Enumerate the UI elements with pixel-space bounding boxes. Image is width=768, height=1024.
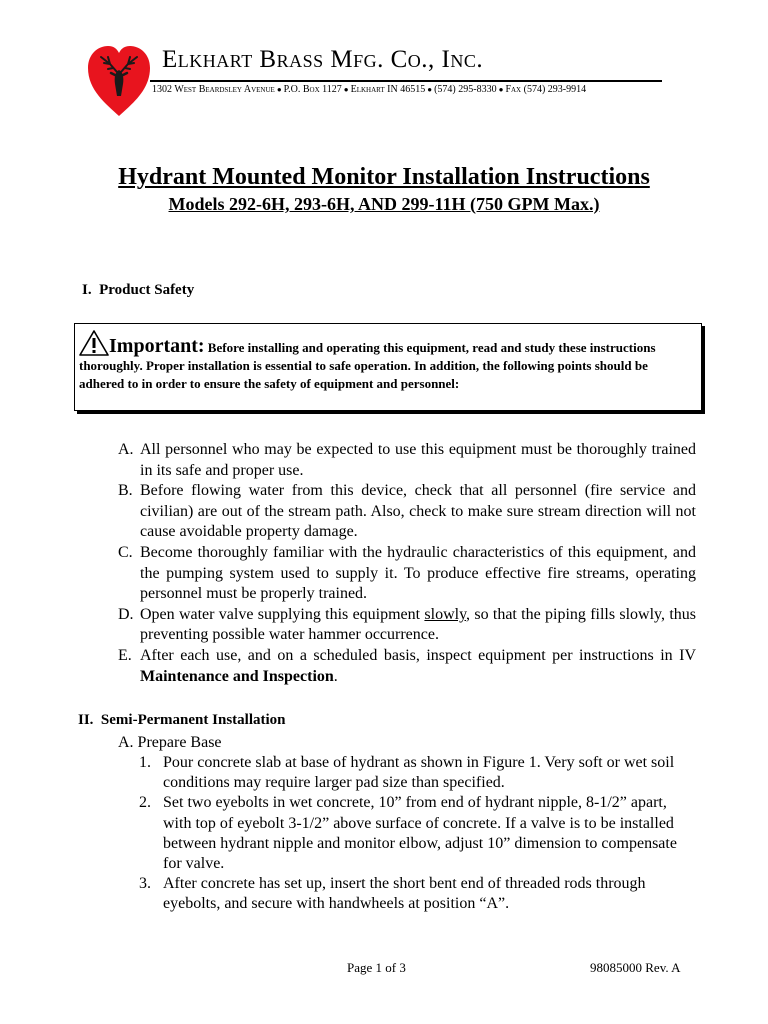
document-title: Hydrant Mounted Monitor Installation Instructions	[118, 164, 650, 190]
document-code: 98085000 Rev. A	[590, 960, 681, 975]
list-item	[139, 874, 699, 914]
company-name: Elkhart Brass Mfg. Co., Inc.	[162, 46, 484, 73]
text-run: Open water valve supplying this equipment	[140, 605, 425, 623]
list-item	[139, 793, 699, 874]
heart-elk-logo-icon	[86, 44, 152, 118]
list-marker: D.	[118, 605, 134, 623]
list-marker: 1.	[139, 754, 151, 771]
list-item	[139, 753, 699, 793]
list-marker: C.	[118, 543, 133, 561]
header-divider	[150, 80, 662, 82]
text-run: After each use, and on a scheduled basis, inspect equipment per instructions in IV	[140, 646, 696, 664]
warning-label: Important:	[109, 335, 205, 357]
address-street: 1302 West Beardsley Avenue	[152, 84, 275, 95]
address-fax: Fax (574) 293-9914	[505, 84, 587, 95]
list-item-text	[140, 605, 696, 646]
list-item	[118, 543, 696, 605]
address-phone: (574) 295-8330	[434, 84, 497, 95]
section-heading-product-safety: I. Product Safety	[82, 282, 195, 298]
warning-box	[74, 323, 702, 411]
page-number: Page 1 of 3	[347, 960, 406, 975]
list-item	[118, 481, 696, 543]
list-item-text: After concrete has set up, insert the short bent end of threaded rods through eyebolts, and secure with handwheels at position “A”.	[163, 875, 646, 913]
section-reference: Maintenance and Inspection	[140, 667, 334, 685]
list-item-text: Set two eyebolts in wet concrete, 10” from end of hydrant nipple, 8-1/2” apart, with top of eyebolt 3-1/2” above surface of concrete. If a valve is to be installed between hydrant nipple and monitor elbow, adjust 10” dimension to compensate for valve.	[163, 794, 677, 873]
section-heading-installation: II. Semi-Permanent Installation	[78, 712, 286, 728]
list-item-text: Pour concrete slab at base of hydrant as shown in Figure 1. Very soft or wet soil conditions may require larger pad size than specified.	[163, 754, 675, 792]
emphasis-slowly: slowly	[424, 605, 467, 623]
list-item-text: Become thoroughly familiar with the hydraulic characteristics of this equipment, and the pumping system used to supply it. To produce effective fire streams, operating personnel must be properly trained.	[140, 543, 696, 603]
text-run: .	[333, 667, 338, 685]
list-item-text	[140, 646, 696, 687]
list-marker: 2.	[139, 794, 151, 812]
address-city: Elkhart IN 46515	[350, 84, 426, 95]
list-marker: E.	[118, 646, 132, 664]
list-item	[118, 440, 696, 481]
list-marker: B.	[118, 482, 133, 500]
company-address: 1302 West Beardsley Avenue ● P.O. Box 1127 ● Elkhart IN 46515 ● (574) 295-8330 ● Fax (574) 293-9914	[152, 84, 587, 95]
list-marker: 3.	[139, 875, 151, 893]
address-po-box: P.O. Box 1127	[283, 84, 342, 95]
list-item-text: Before flowing water from this device, check that all personnel (fire service and civilian) are out of the stream path. Also, check to make sure stream direction will not cause avoidable property damage.	[140, 482, 696, 541]
list-item	[118, 646, 696, 687]
list-item	[118, 605, 696, 646]
document-subtitle: Models 292-6H, 293-6H, AND 299-11H (750 GPM Max.)	[168, 194, 600, 214]
text-run: , so that the piping fills slowly, thus preventing possible water hammer occurrence.	[140, 605, 696, 644]
warning-triangle-icon	[79, 330, 109, 356]
safety-list	[118, 440, 696, 687]
list-item-text: All personnel who may be expected to use this equipment must be thoroughly trained in its safe and proper use.	[140, 441, 696, 479]
subheading-prepare-base: A. Prepare Base	[118, 734, 222, 751]
list-marker: A.	[118, 441, 134, 458]
installation-steps	[139, 753, 699, 915]
warning-text: Before installing and operating this equipment, read and study these instructions thoroughly. Proper installation is essential to safe operation. In addition, the following points should be adhered to in order to ensure the safety of equipment and personnel:	[79, 340, 656, 391]
